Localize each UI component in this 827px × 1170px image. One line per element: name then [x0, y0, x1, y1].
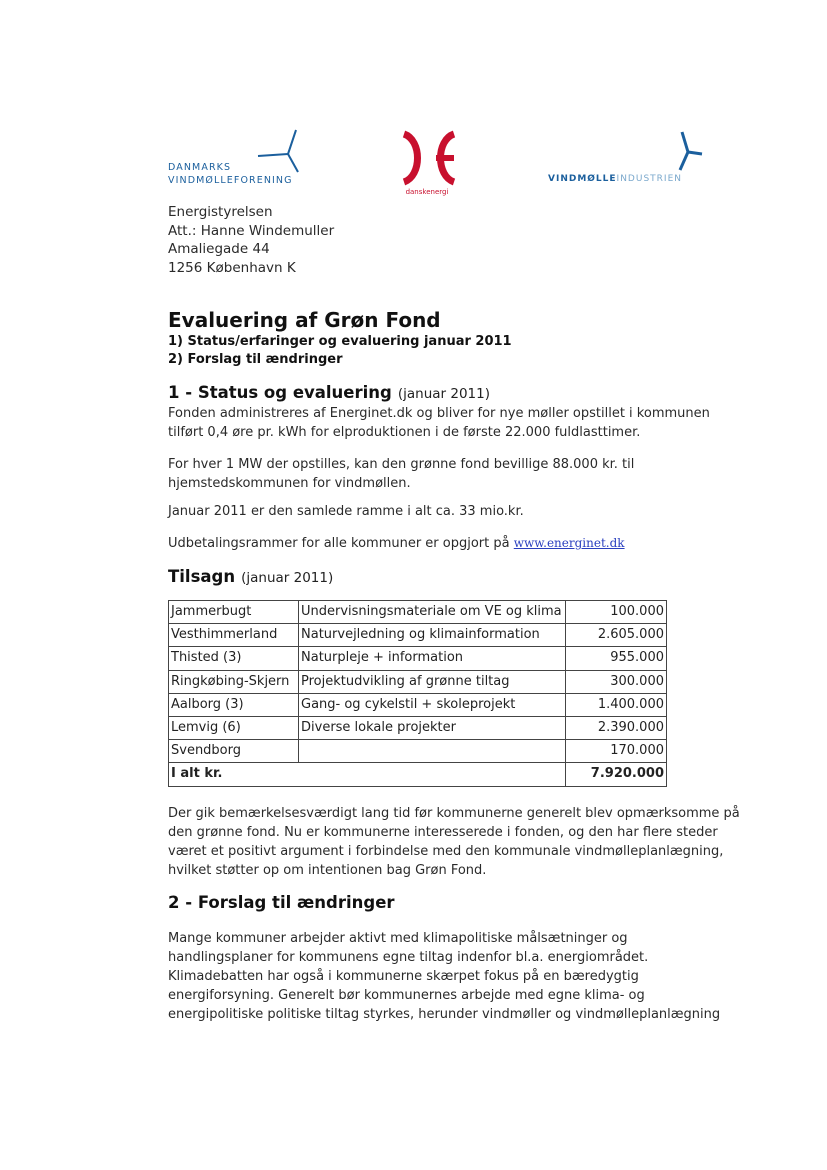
- section2-heading: 2 - Forslag til ændringer: [168, 893, 395, 912]
- tilsagn-table-body: [169, 601, 667, 763]
- table-row: [169, 693, 667, 716]
- address-line: Energistyrelsen: [168, 204, 273, 220]
- cell-kommune: Jammerbugt: [169, 601, 299, 624]
- dvf-logo-line2: VINDMØLLEFORENING: [168, 175, 293, 186]
- dvf-logo: [168, 126, 308, 188]
- tilsagn-date: (januar 2011): [241, 570, 334, 586]
- section1-paragraph-3: Januar 2011 er den samlede ramme i alt ca. 33 mio.kr.: [168, 504, 524, 519]
- subtitle-2: 2) Forslag til ændringer: [168, 352, 343, 367]
- section1-heading: [168, 383, 490, 402]
- cell-kommune: Thisted (3): [169, 647, 299, 670]
- cell-projekt: Naturpleje + information: [299, 647, 566, 670]
- danskenergi-mark-icon: [400, 130, 460, 186]
- energinet-link[interactable]: www.energinet.dk: [513, 536, 625, 550]
- cell-projekt: Naturvejledning og klimainformation: [299, 624, 566, 647]
- cell-projekt: [299, 740, 566, 763]
- vindmolleindustrien-logo: [546, 128, 706, 188]
- cell-kommune: Ringkøbing-Skjern: [169, 670, 299, 693]
- section2-paragraph-part2: energiforsyning. Generelt bør kommunernes arbejde med egne klima- og energipolitiske politiske tiltag styrkes, herunder vindmøller og vindmølleplanlægning: [168, 988, 721, 1022]
- table-row: [169, 601, 667, 624]
- tilsagn-heading-text: Tilsagn: [168, 567, 236, 586]
- recipient-address: [168, 203, 334, 277]
- cell-beloeb: 170.000: [566, 740, 667, 763]
- after-table-paragraph: Der gik bemærkelsesværdigt lang tid før kommunerne generelt blev opmærksomme på den grønne fond. Nu er kommunerne interesserede i fonden, og den har flere steder været et positivt argument i forbindelse med den kommunale vindmølleplanlægning, hvilket støtter op om intentionen bag Grøn Fond.: [168, 806, 740, 878]
- section2-paragraph-part1: Mange kommuner arbejder aktivt med klimapolitiske målsætninger og handlingsplaner for kommunens egne tiltag indenfor bl.a. energiområdet. Klimadebatten har også i kommunerne skærpet fokus på en bæredygtig: [168, 931, 649, 984]
- section1-paragraph-2: For hver 1 MW der opstilles, kan den grønne fond bevillige 88.000 kr. til hjemstedskommunen for vindmøllen.: [168, 457, 635, 491]
- table-row: [169, 716, 667, 739]
- turbine-blades-icon: [674, 130, 704, 172]
- cell-beloeb: 100.000: [566, 601, 667, 624]
- section1-heading-text: 1 - Status og evaluering: [168, 383, 392, 402]
- cell-beloeb: 955.000: [566, 647, 667, 670]
- total-label: I alt kr.: [169, 763, 566, 786]
- cell-kommune: Vesthimmerland: [169, 624, 299, 647]
- cell-projekt: Undervisningsmateriale om VE og klima: [299, 601, 566, 624]
- document-title: Evaluering af Grøn Fond: [168, 308, 441, 332]
- cell-projekt: Gang- og cykelstil + skoleprojekt: [299, 693, 566, 716]
- cell-projekt: Projektudvikling af grønne tiltag: [299, 670, 566, 693]
- table-row: [169, 624, 667, 647]
- cell-beloeb: 2.390.000: [566, 716, 667, 739]
- section1-date: (januar 2011): [397, 386, 490, 402]
- section1-paragraph-4-text: Udbetalingsrammer for alle kommuner er opgjort på: [168, 536, 510, 551]
- cell-kommune: Lemvig (6): [169, 716, 299, 739]
- cell-projekt: Diverse lokale projekter: [299, 716, 566, 739]
- address-line: Amaliegade 44: [168, 241, 270, 257]
- table-row: [169, 740, 667, 763]
- table-total-row: [169, 763, 667, 786]
- address-line: 1256 København K: [168, 259, 296, 276]
- danskenergi-wordmark: danskenergi: [405, 188, 449, 196]
- cell-kommune: Svendborg: [169, 740, 299, 763]
- table-row: [169, 647, 667, 670]
- section1-paragraph-1: Fonden administreres af Energinet.dk og bliver for nye møller opstillet i kommunen tilført 0,4 øre pr. kWh for elproduktionen i de første 22.000 fuldlasttimer.: [168, 406, 710, 440]
- dvf-logo-line1: DANMARKS: [168, 162, 232, 173]
- cell-beloeb: 300.000: [566, 670, 667, 693]
- table-row: [169, 670, 667, 693]
- subtitle-1: 1) Status/erfaringer og evaluering januar 2011: [168, 334, 512, 349]
- tilsagn-table: [168, 600, 667, 787]
- wind-turbine-icon: [256, 126, 306, 176]
- vi-wordmark-part2: INDUSTRIEN: [616, 174, 682, 184]
- vi-wordmark: [548, 174, 682, 184]
- tilsagn-heading: [168, 567, 333, 586]
- danskenergi-logo: [390, 128, 470, 198]
- cell-kommune: Aalborg (3): [169, 693, 299, 716]
- cell-beloeb: 2.605.000: [566, 624, 667, 647]
- cell-beloeb: 1.400.000: [566, 693, 667, 716]
- section2-paragraph: [168, 929, 728, 1024]
- section1-paragraph-4: [168, 534, 743, 553]
- address-line: Att.: Hanne Windemuller: [168, 222, 335, 239]
- total-value: 7.920.000: [566, 763, 667, 786]
- vi-wordmark-part1: VINDMØLLE: [548, 174, 617, 184]
